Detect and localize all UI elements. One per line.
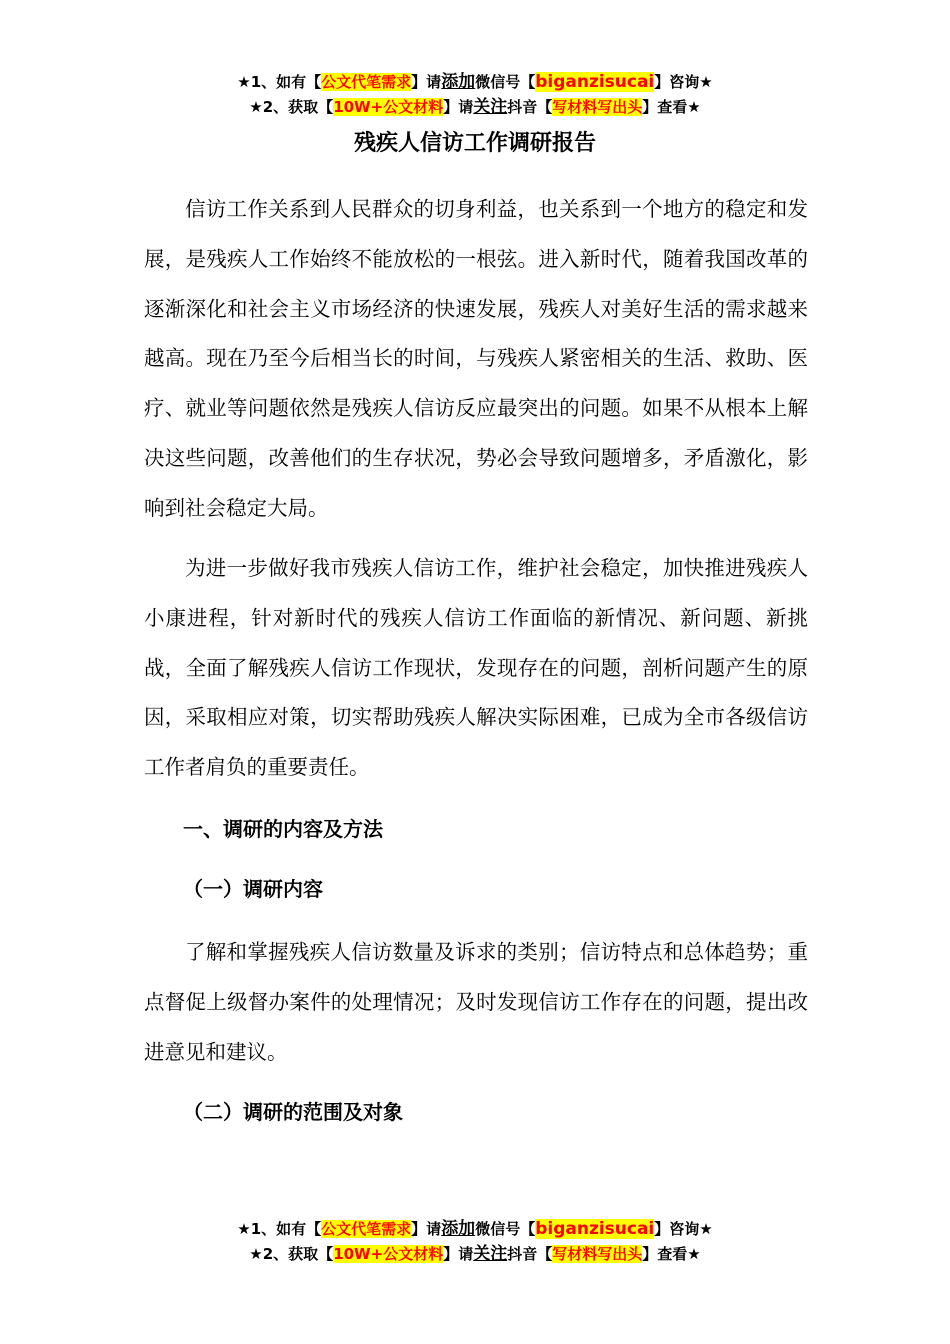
banner-highlight: 10W+公文材料: [333, 98, 444, 116]
banner-line-1: ★1、如有【公文代笔需求】请添加微信号【biganzisucai】咨询★: [237, 72, 713, 92]
banner-highlight: 公文代笔需求: [321, 73, 412, 91]
banner-line-1: ★1、如有【公文代笔需求】请添加微信号【biganzisucai】咨询★: [237, 1219, 713, 1239]
paragraph-content: 了解和掌握残疾人信访数量及诉求的类别；信访特点和总体趋势；重点督促上级督办案件的处理情况；及时发现信访工作存在的问题，提出改进意见和建议。: [144, 940, 808, 1064]
subsection-heading-1: （一）调研内容: [183, 877, 323, 901]
paragraph-intro: 信访工作关系到人民群众的切身利益，也关系到一个地方的稳定和发展，是残疾人工作始终不能放松的一根弦。进入新时代，随着我国改革的逐渐深化和社会主义市场经济的快速发展，残疾人对美好生活的需求越来越高。现在乃至今后相当长的时间，与残疾人紧密相关的生活、救助、医疗、就业等问题依然是残疾人信访反应最突出的问题。如果不从根本上解决这些问题，改善他们的生存状况，势必会导致问题增多，矛盾激化，影响到社会稳定大局。: [144, 197, 808, 520]
banner-wechat-id: biganzisucai: [535, 1219, 655, 1239]
section-heading-1: 一、调研的内容及方法: [183, 817, 383, 841]
paragraph-purpose: 为进一步做好我市残疾人信访工作，维护社会稳定，加快推进残疾人小康进程，针对新时代的残疾人信访工作面临的新情况、新问题、新挑战，全面了解残疾人信访工作现状，发现存在的问题，剖析问题产生的原因，采取相应对策，切实帮助残疾人解决实际困难，已成为全市各级信访工作者肩负的重要责任。: [144, 556, 808, 780]
banner-line-2: ★2、获取【10W+公文材料】请关注抖音【写材料写出头】查看★: [249, 97, 701, 117]
banner-douyin-name: 写材料写出头: [552, 98, 643, 116]
banner-wechat-id: biganzisucai: [535, 72, 655, 92]
bottom-banner: [0, 1217, 950, 1267]
document-title: 残疾人信访工作调研报告: [353, 131, 596, 156]
banner-douyin-name: 写材料写出头: [552, 1245, 643, 1263]
banner-line-2: ★2、获取【10W+公文材料】请关注抖音【写材料写出头】查看★: [249, 1244, 701, 1264]
banner-highlight: 10W+公文材料: [333, 1245, 444, 1263]
subsection-heading-2: （二）调研的范围及对象: [183, 1100, 403, 1124]
top-banner: [0, 70, 950, 120]
banner-highlight: 公文代笔需求: [321, 1220, 412, 1238]
